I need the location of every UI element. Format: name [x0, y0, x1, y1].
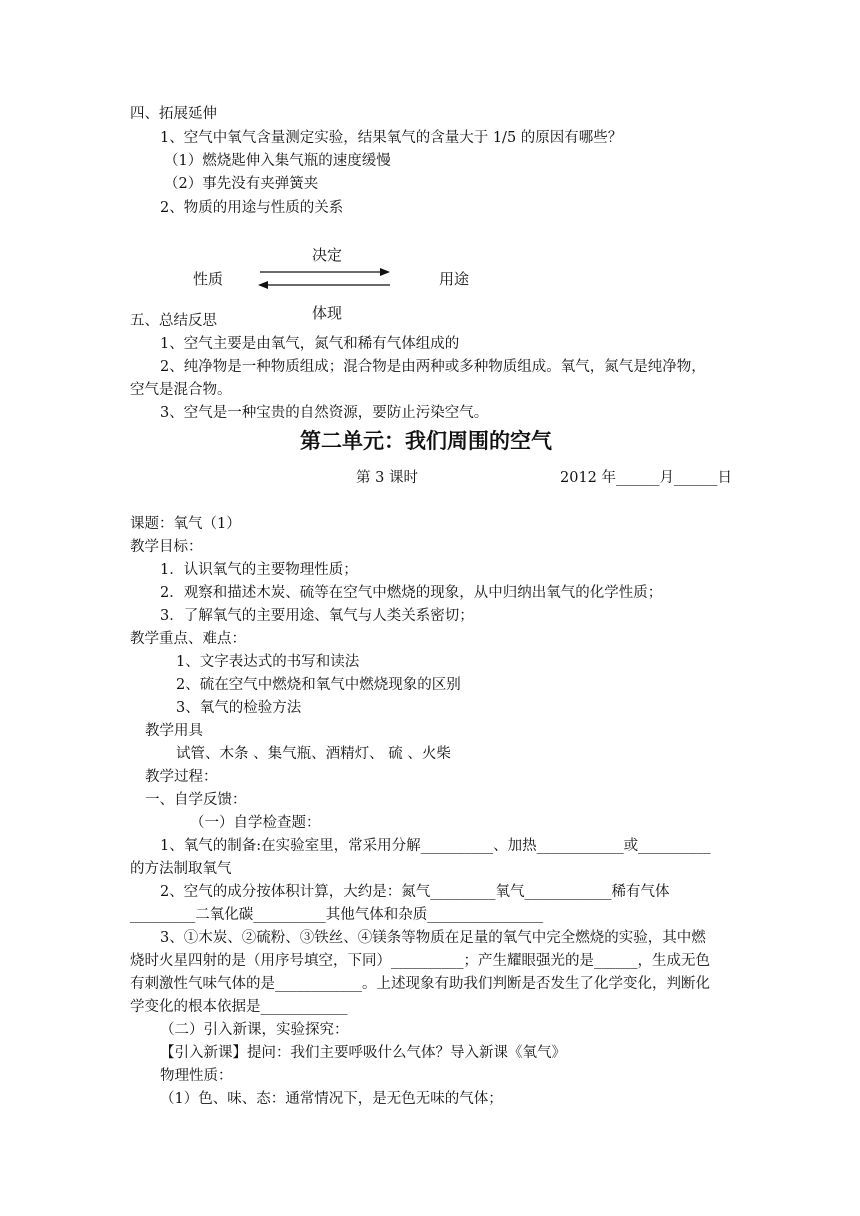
summary-line: 1、空气主要是由氧气，氮气和稀有气体组成的	[160, 336, 460, 352]
topic-line: 课题：氧气（1）	[130, 516, 241, 532]
diagram-label-top: 决定	[312, 246, 343, 264]
question-line: 1、空气中氧气含量测定实验，结果氧气的含量大于 1/5 的原因有哪些？	[160, 130, 623, 146]
keypoint-item: 1、文字表达式的书写和读法	[176, 654, 360, 670]
property-heading: 物理性质：	[160, 1068, 233, 1084]
diagram-label-bottom: 体现	[312, 304, 343, 322]
exercise-line: 1、氧气的制备:在实验室里，常采用分解__________、加热____________或__________	[160, 838, 711, 854]
answer-line: （2）事先没有夹弹簧夹	[164, 176, 319, 192]
intro-line: 【引入新课】提问：我们主要呼吸什么气体？导入新课《氧气》	[160, 1045, 566, 1061]
left-arrow-head	[258, 281, 268, 289]
unit-title: 第二单元：我们周围的空气	[300, 429, 552, 453]
section-heading: 四、拓展延伸	[130, 106, 217, 122]
goal-item: 1．认识氧气的主要物理性质；	[160, 562, 358, 578]
exercise-line: 2、空气的成分按体积计算，大约是：氮气_________氧气____________稀有气体	[160, 884, 670, 900]
exercise-line: 3、①木炭、②硫粉、③铁丝、④镁条等物质在足量的氧气中完全燃烧的实验，其中燃	[160, 930, 706, 946]
process-heading: 教学过程：	[145, 769, 218, 785]
goals-heading: 教学目标：	[130, 539, 203, 555]
answer-line: （1）燃烧匙伸入集气瓶的速度缓慢	[164, 153, 391, 169]
tools-heading: 教学用具	[145, 723, 203, 739]
summary-line: 3、空气是一种宝贵的自然资源，要防止污染空气。	[160, 405, 489, 421]
keypoints-heading: 教学重点、难点：	[130, 631, 246, 647]
keypoint-item: 3、氧气的检验方法	[176, 700, 302, 716]
lesson-date: 2012 年______月______日	[560, 470, 733, 486]
goal-item: 3．了解氧气的主要用途、氧气与人类关系密切；	[160, 608, 474, 624]
right-arrow-head	[380, 268, 390, 276]
exercise-line: 学变化的根本依据是____________	[130, 999, 348, 1015]
part-heading: 一、自学反馈：	[145, 792, 247, 808]
subpart-heading: （二）引入新课，实验探究：	[160, 1022, 349, 1038]
tools-list: 试管、木条 、集气瓶、酒精灯、 硫 、火柴	[176, 746, 451, 762]
property-line: （1）色、味、态：通常情况下，是无色无味的气体；	[160, 1091, 503, 1107]
question-line: 2、物质的用途与性质的关系	[160, 200, 344, 216]
exercise-line: 有刺激性气味气体的是____________。上述现象有助我们判断是否发生了化学变化，判断化	[130, 976, 710, 992]
diagram-label-right: 用途	[439, 270, 470, 288]
summary-line: 2、纯净物是一种物质组成；混合物是由两种或多种物质组成。氧气，氮气是纯净物，	[160, 359, 706, 375]
lesson-number: 第 3 课时	[356, 470, 418, 486]
exercise-line: 的方法制取氧气	[130, 861, 232, 877]
keypoint-item: 2、硫在空气中燃烧和氧气中燃烧现象的区别	[176, 677, 461, 693]
summary-line: 空气是混合物。	[130, 382, 232, 398]
diagram-label-left: 性质	[193, 270, 224, 288]
exercise-line: 烧时火星四射的是（用序号填空，下同）__________；产生耀眼强光的是______，生成无色	[130, 953, 710, 969]
subpart-heading: （一）自学检查题：	[190, 815, 321, 831]
exercise-line: _________二氧化碳__________其他气体和杂质________________	[130, 907, 544, 923]
section-heading: 五、总结反思	[130, 313, 217, 329]
goal-item: 2．观察和描述木炭、硫等在空气中燃烧的现象，从中归纳出氧气的化学性质；	[160, 585, 663, 601]
relation-arrows	[256, 262, 396, 294]
